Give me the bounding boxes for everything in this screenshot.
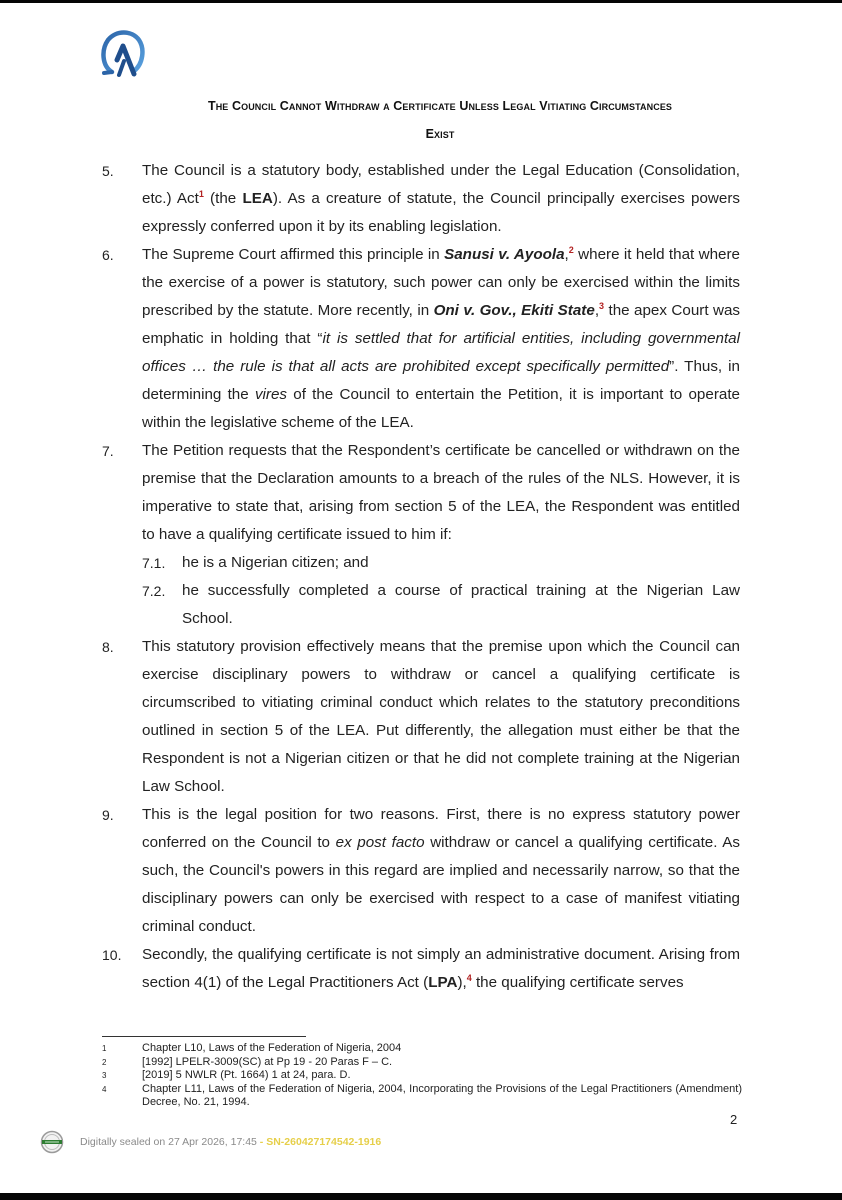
heading-line-2: Exist [425, 127, 455, 141]
footnotes [102, 1042, 742, 1110]
paragraph-text: This statutory provision effectively means that the premise upon which the Council can exercise disciplinary powers to withdraw or cancel a qualifying certificate is circumscribed to vitiating criminal conduct which relates to the statutory preconditions outlined in section 5 of the LEA. Put differently, the allegation must either be that the Respondent is not a Nigerian citizen or that he did not complete training at the Nigerian Law School. [142, 638, 740, 795]
seal-text: Digitally sealed on 27 Apr 2026, 17:45 - SN-260427174542-1916 [80, 1136, 382, 1148]
paragraph-6 [102, 241, 740, 437]
quotation: it is settled that for artificial entities, including governmental offices … the rule is that all acts are prohibited except specifically permitted [142, 330, 740, 375]
paragraph-number: 8. [102, 639, 114, 655]
footnote-4: 4 Chapter L11, Laws of the Federation of Nigeria, 2004, Incorporating the Provisions of the Legal Practitioners (Amendment) Decree, No. 21, 1994. [102, 1082, 742, 1108]
section-heading [130, 92, 750, 148]
bottom-border [0, 1193, 842, 1200]
page-number: 2 [730, 1112, 738, 1127]
footnote-3: 3 [2019] 5 NWLR (Pt. 1664) 1 at 24, para. D. [102, 1069, 351, 1081]
footnote-ref-1[interactable]: 1 [198, 188, 204, 199]
defined-term: LPA [428, 974, 458, 991]
footnote-ref-4[interactable]: 4 [466, 972, 472, 983]
footnote-2: 2 [1992] LPELR-3009(SC) at Pp 19 - 20 Paras F – C. [102, 1055, 393, 1068]
document-body [102, 157, 740, 997]
paragraph-7 [102, 437, 740, 549]
defined-term: LEA [242, 190, 273, 207]
paragraph-10 [102, 941, 740, 997]
digital-seal [40, 1130, 381, 1154]
heading-line-1: The Council Cannot Withdraw a Certificate Unless Legal Vitiating Circumstances [207, 99, 673, 113]
paragraph-number: 6. [102, 247, 114, 263]
paragraph-number: 9. [102, 807, 114, 823]
paragraph-number: 7. [102, 443, 114, 459]
paragraph-text: The Supreme Court affirmed this principle in Sanusi v. Ayoola,$^2$ where it held that where the exercise of a power is statutory, such power can only be exercised within the limits prescribed by the statute. More recently, in Oni v. Gov., Ekiti State,$^3$ the apex Court was emphatic in holding that “it is settled that for artificial entities, including governmental offices … the rule is that all acts are prohibited except specifically permitted”. Thus, in determining the vires of the Council to entertain the Petition, it is important to operate within the legislative scheme of the LEA. [142, 244, 741, 431]
top-border [0, 0, 842, 3]
firm-logo-icon [100, 28, 146, 78]
case-name: Oni v. Gov., Ekiti State [433, 302, 595, 319]
paragraph-5 [102, 157, 740, 241]
paragraph-number: 10. [102, 947, 122, 963]
digital-seal-icon[interactable] [40, 1130, 64, 1154]
footnote-1: 1 Chapter L10, Laws of the Federation of Nigeria, 2004 [102, 1042, 402, 1054]
paragraph-text: The Council is a statutory body, established under the Legal Education (Consolidation, etc.) Act$^1$ (the LEA). As a creature of statute, the Council principally exercises powers expressly conferred upon it by its enabling legislation. [142, 162, 740, 235]
seal-serial-number: SN-260427174542-1916 [266, 1136, 382, 1148]
sub-list [142, 549, 740, 633]
sub-item-7-1: 7.1. he is a Nigerian citizen; and [142, 554, 369, 571]
paragraph-text: Secondly, the qualifying certificate is not simply an administrative document. Arising from section 4(1) of the Legal Practitioners Act (LPA),$^4$ the qualifying certificate serves [142, 946, 740, 991]
paragraph-number: 5. [102, 163, 114, 179]
footnote-ref-2[interactable]: 2 [568, 244, 574, 255]
paragraph-text: The Petition requests that the Respondent’s certificate be cancelled or withdrawn on the premise that the Declaration amounts to a breach of the rules of the NLS. However, it is imperative to state that, arising from section 5 of the LEA, the Respondent was entitled to have a qualifying certificate issued to him if: [142, 442, 740, 543]
footnote-ref-3[interactable]: 3 [599, 300, 605, 311]
footnote-separator [102, 1036, 306, 1037]
paragraph-text: This is the legal position for two reasons. First, there is no express statutory power conferred on the Council to ex post facto withdraw or cancel a qualifying certificate. As such, the Council's powers in this regard are implied and necessarily narrow, so that the disciplinary powers can only be exercised with respect to a case of manifest vitiating criminal conduct. [142, 806, 740, 935]
sub-item-7-2: 7.2. he successfully completed a course of practical training at the Nigerian Law School. [142, 582, 740, 627]
paragraph-8 [102, 633, 740, 801]
case-name: Sanusi v. Ayoola [444, 246, 565, 263]
paragraph-9 [102, 801, 740, 941]
